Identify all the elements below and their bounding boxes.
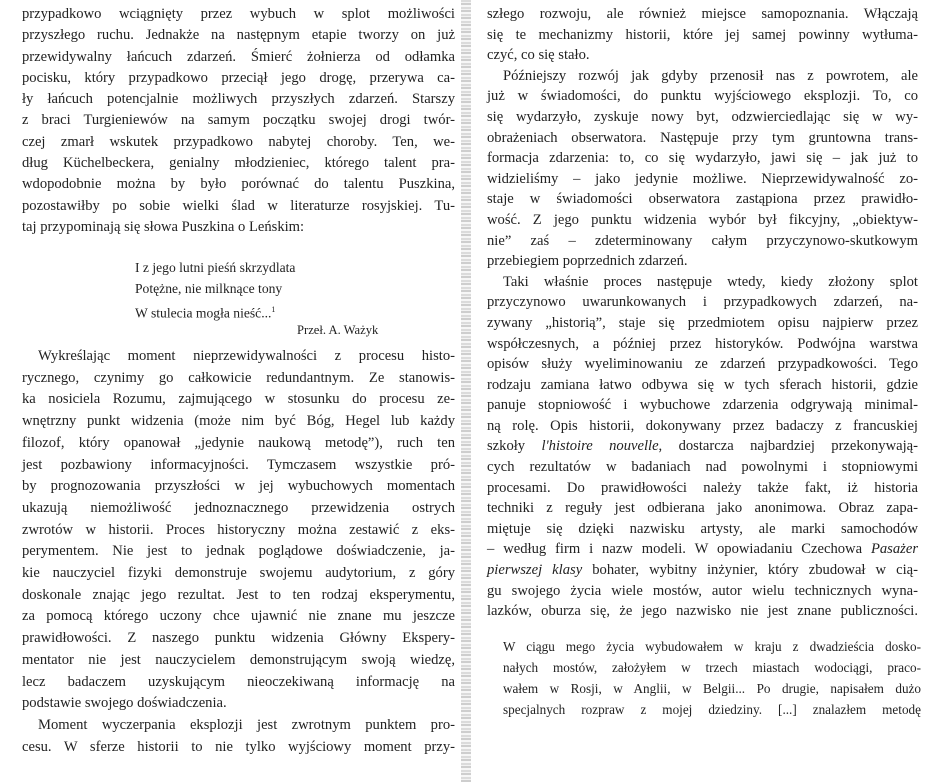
text-line: Moment wyczerpania eksplozji jest zwrotnym punktem pro- (38, 716, 455, 733)
text-line: opisów służy wyeliminowaniu ze zdarzeń przypadkowości. Tego (487, 356, 918, 373)
italic-title: Pasażer (870, 541, 918, 558)
text-line: się te mechanizmy historii, które jej samej powinny wytłuma- (487, 26, 918, 43)
text-segment: bohater, wybitny inżynier, który zbudował w cią- (582, 562, 918, 579)
text-line: lecz badaczem uzyskującym nieoczekiwaną informację na (22, 673, 455, 690)
text-line: formacja zdarzenia: to, co się wydarzyło, jawi się – jak już to (487, 150, 918, 167)
text-line: przyszłego ruchu. Jednakże na następnym etapie tworzy on już (22, 27, 455, 44)
text-line: kie nauczyciel fizyki demonstruje swojemu audytorium, z góry (22, 565, 455, 582)
text-line (487, 560, 918, 581)
text-line: przyczynowo uwarunkowanych i przypadkowych zdarzeń, na- (487, 294, 918, 311)
text-line: techniki z reguły jest odbierana jako anonimowa. Obraz zapa- (487, 500, 918, 517)
poem-line (135, 299, 295, 324)
poem-line-text: W stulecia mogła nieść... (135, 305, 272, 321)
text-line: staje w świadomości obserwatora zastąpiona przez prawidło- (487, 191, 918, 208)
text-line: obrażeniach obserwatora. Następuje przy tym gruntowna trans- (487, 129, 918, 146)
text-line: Taki właśnie proces następuje wtedy, kiedy złożony splot (503, 273, 918, 290)
text-segment: – według firm i nazw modeli. W opowiadaniu Czechowa (487, 541, 871, 558)
text-line: jest pozbawiony informacyjności. Tymczasem wszystkie pró- (22, 456, 455, 473)
text-line: nie” zaś – zdeterminowany całym przyczynowo-skutkowym (487, 232, 918, 249)
text-line: perymentem. Nie jest to jednak poglądowe doświadczenie, ja- (22, 543, 455, 560)
book-spine (461, 0, 471, 782)
text-line: z braci Turgieniewów na samym początku swojej drogi twór- (22, 112, 455, 129)
text-line: zwrotów w historii. Proces historyczny można zestawić z eks- (22, 521, 455, 538)
text-line: pocisku, który przypadkowo przeciął jego drogę, przerywa ca- (22, 69, 455, 86)
text-line: mentator nie jest nauczycielem demonstrującym swoją wiedzę, (22, 651, 455, 668)
left-paragraphs (22, 346, 455, 758)
text-line: ukazują niemożliwość jednoznacznego przewidzenia ostrych (22, 499, 455, 516)
text-line: ły łańcuch potencjalnie możliwych przyszłych zdarzeń. Starszy (22, 91, 455, 108)
text-line: przewidywalny łańcuch zdarzeń. Śmierć żołnierza od odłamka (22, 48, 455, 65)
text-line: lazków, oburza się, że jego nazwisko nie jest znane publiczności. (487, 603, 918, 620)
text-line: prawidłowości. Z naszego punktu widzenia Główny Ekspery- (22, 630, 455, 647)
italic-title: l'histoire nouvelle (541, 438, 659, 455)
text-line: przebiegiem poprzednich zdarzeń. (487, 253, 688, 270)
text-line: doskonale znając jego rezultat. Jest to ten rodzaj eksperymentu, (22, 586, 455, 603)
footnote-mark: 1 (271, 305, 276, 314)
text-line: cesu. W sferze historii to nie tylko wyjściowy moment przy- (22, 738, 455, 755)
text-line: wałem w Rosji, w Anglii, w Belgii... Po drugie, napisałem dużo (503, 681, 921, 696)
text-line: taj przypominają się słowa Puszkina o Leńskim: (22, 218, 305, 235)
text-line: widzieliśmy – jako jedynie możliwe. Nieprzewidywalność zo- (487, 170, 918, 187)
text-line: podstawie swojego doświadczenia. (22, 695, 227, 712)
text-line: wość. Z jego punktu widzenia wybór był fikcyjny, „obiektyw- (487, 211, 918, 228)
text-line: dług Küchelbeckera, genialny młodzieniec, którego talent pra- (22, 155, 455, 172)
text-line: rycznego, czynimy go całkowicie redundantnym. Ze stanowis- (22, 369, 455, 386)
text-line: filozof, który opanował „jedynie naukową metodę”), ruch ten (22, 434, 455, 451)
italic-title: pierwszej klasy (487, 562, 583, 579)
text-line: Późniejszy rozwój jak gdyby przenosił nas z powrotem, ale (503, 67, 918, 84)
text-line: wnętrzny punkt widzenia (może nim być Bóg, Hegel lub każdy (22, 413, 455, 430)
right-paragraph-3 (487, 272, 918, 622)
block-quote (503, 636, 921, 720)
text-line: ną rolę. Opis historii, dokonywany przez badaczy z francuskiej (487, 417, 918, 434)
text-line: współczesnych, a później przez historyków. Podwójna warstwa (487, 335, 918, 352)
text-line: rodzaju zamiana łatwo odbywa się w tych sferach historii, gdzie (487, 376, 918, 393)
text-line: procesami. Do prawidłowości należy także fakt, iż historia (487, 479, 918, 496)
poem-line: Potężne, nie milknące tony (135, 281, 283, 296)
text-line: szłego rozwoju, ale również miejsce samopoznania. Włączają (487, 6, 918, 22)
text-line: Wykreślając moment nieprzewidywalności z procesu histo- (38, 348, 455, 364)
text-line: nałych mostów, założyłem w trzech miastach wodociągi, praco- (503, 660, 921, 675)
translator-attribution: Przeł. A. Ważyk (297, 323, 379, 337)
text-line: przypadkowo wciągnięty przez wybuch w splot możliwości (22, 6, 455, 22)
text-line: by prognozowania przyszłości w jej wybuchowych momentach (22, 478, 455, 495)
right-paragraph-2 (487, 66, 918, 272)
text-line: pozostawiłby po sobie wielki ślad w literaturze rosyjskiej. Tu- (22, 197, 455, 214)
left-paragraph-1 (22, 4, 455, 238)
right-paragraphs (487, 4, 918, 622)
text-segment: , dostarcza najbardziej przekonywają- (658, 438, 918, 455)
text-line: miętuje się dzięki nazwisku artysty, ale marki samochodów (487, 520, 918, 537)
text-line: czyć, co się stało. (487, 47, 590, 64)
left-paragraph-3 (22, 715, 455, 758)
text-segment: szkoły (487, 438, 542, 455)
right-paragraph-1 (487, 4, 918, 66)
text-line: cych rezultatów w badaniach nad powolnymi i stopniowymi (487, 459, 918, 476)
text-line: gu swojego życia wiele mostów, autor wielu technicznych wyna- (487, 582, 918, 599)
text-line (487, 539, 918, 560)
left-paragraph-2 (22, 346, 455, 715)
poem-line: I z jego lutni pieśń skrzydlata (135, 260, 296, 275)
poem-quote (135, 257, 295, 324)
text-line (487, 436, 918, 457)
text-line: ka nosiciela Rozumu, zajmującego w stosunku do procesu ze- (22, 391, 455, 408)
text-line: już w świadomości, do punktu wyjściowego eksplozji. To, co (487, 88, 918, 105)
text-line: W ciągu mego życia wybudowałem w kraju z dwadzieścia dosko- (503, 639, 921, 654)
text-line: zywany „historią”, staje się przedmiotem opisu najpierw przez (487, 314, 918, 331)
text-line: za pomocą którego uczony chce ujawnić nie znane mu jeszcze (22, 608, 455, 625)
text-line: panuje stopniowość i wybuchowe zdarzenia odgrywają minimal- (487, 397, 918, 414)
text-line: specjalnych rozpraw z mojej dziedziny. [...] znalazłem metodę (503, 702, 921, 717)
text-line: wdopodobnie można by było porównać do talentu Puszkina, (22, 176, 455, 193)
text-line: się wydarzyło, zyskuje nowy byt, odzwierciedlając się w wy- (487, 108, 918, 125)
text-line: czej zmarł wskutek przypadkowo nabytej choroby. Ten, we- (22, 133, 455, 150)
